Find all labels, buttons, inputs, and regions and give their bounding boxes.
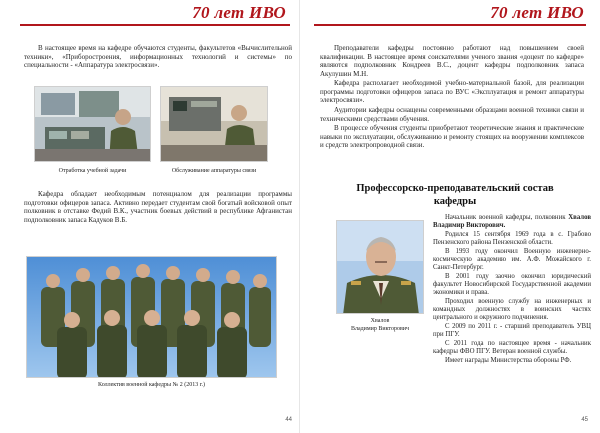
bio-2011: С 2011 года по настоящее время - начальник кафедры ФВО ПГУ. Ветеран военной службы.: [433, 340, 591, 356]
bio-name: Хвалов Владимир Викторович.: [433, 214, 592, 230]
header-rule-right: [314, 24, 586, 26]
training-paragraph: В процессе обучения студенты приобретают теоретические знания и практические навыки по эксплуатации, обслуживанию и ремонту стоящих на вооружении комплексов и средств электропроводной связи.: [320, 124, 584, 150]
bio-born: Родился 15 сентября 1969 года в с. Грабово Пензенского района Пензенской области.: [433, 230, 591, 247]
potential-paragraph: Кафедра обладает необходимым потенциалом для реализации программы подготовки офицеров запаса. Активно передает студентам свой богатый войсковой опыт полковник в отставке Федий В.К., участник боевых действий в республике Афганистан подполковник запаса Кадуков В.Б.: [24, 190, 292, 224]
equipment-photo: [160, 86, 268, 162]
page-number-right: 45: [581, 417, 588, 423]
bio-service: Проходил военную службу на инженерных и командных должностях в воинских частях центрального и окружного подчинения.: [433, 298, 591, 322]
bio-2001: В 2001 году заочно окончил юридический факультет Новосибирской Государственной академии экономики и права.: [433, 272, 591, 297]
page-number-left: 44: [285, 417, 292, 423]
biography: [433, 214, 591, 366]
group-photo: [26, 256, 277, 378]
facilities-paragraph: Кафедра располагает необходимой учебно-материальной базой, для реализации программы подготовки офицеров запаса по ВУС «Эксплуатация и ремонт аппаратуры электросвязи».: [320, 79, 584, 105]
training-photo-caption: Отработка учебной задачи: [58, 168, 127, 174]
section-title: Профессорско-преподавательский состав кафедры: [356, 183, 554, 207]
bio-intro: Начальник военной кафедры, полковник: [445, 214, 566, 221]
portrait-photo: [336, 220, 424, 314]
classrooms-paragraph: Аудитории кафедры оснащены современными образцами военной техники связи и техническими средствами обучения.: [320, 106, 584, 123]
training-photo: [34, 86, 151, 162]
header-rule: [20, 24, 290, 26]
qualification-paragraph: Преподаватели кафедры постоянно работают над повышением своей квалификации. В настоящее время соискателями ученого звания «доцент по кафедре» являются подполковник Кондреев В.С., доцент кафедры подполковник запаса Акулушин М.Н.: [320, 44, 584, 78]
bio-awards: Имеет награды Министерства обороны РФ.: [445, 356, 572, 364]
equipment-photo-caption: Обслуживание аппаратуры связи: [171, 168, 257, 174]
group-photo-caption: Коллектив военной кафедры № 2 (2013 г.): [98, 382, 205, 388]
header-title-right: 70 лет ИВО: [490, 3, 584, 22]
bio-1993: В 1993 году окончил Военную инженерно-космическую академию им. А.Ф. Можайского г. Санкт-Петербург.: [433, 247, 591, 272]
header-title: 70 лет ИВО: [192, 3, 286, 22]
right-page: [300, 0, 600, 433]
portrait-caption-surname: Хвалов: [370, 318, 390, 324]
portrait-caption-name: Владимир Викторович: [350, 326, 410, 332]
bio-2009: С 2009 по 2011 г. - старший преподаватель УВЦ при ПГУ.: [433, 323, 591, 339]
intro-paragraph: В настоящее время на кафедре обучаются студенты, факультетов «Вычислительной техники», «Приборостроения, информационных технологий и системы» по специальности - «Аппаратура электросвязи».: [24, 44, 292, 70]
